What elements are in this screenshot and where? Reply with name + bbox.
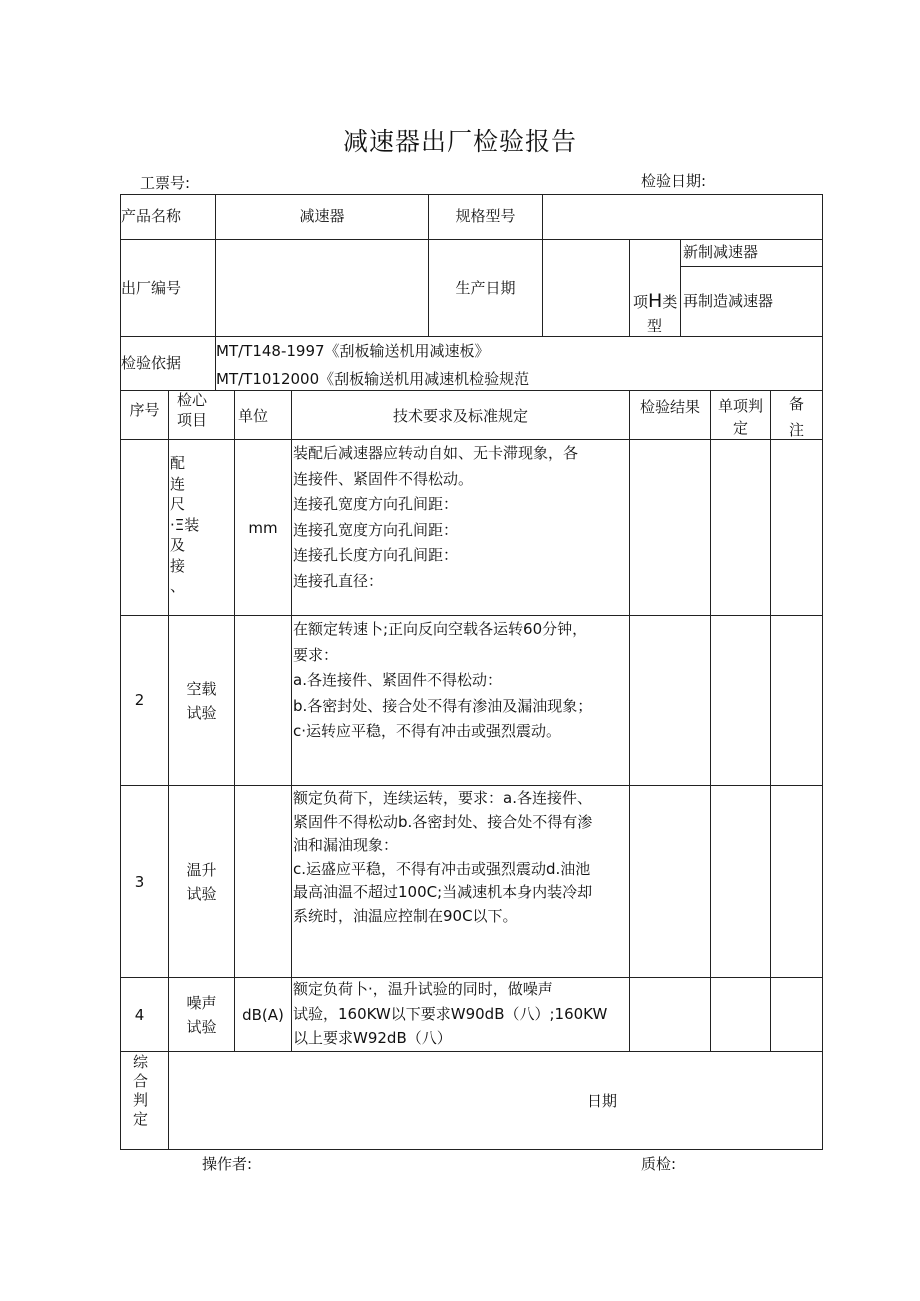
item-1-requirements: 装配后减速器应转动自如、无卡滞现象，各 连接件、紧固件不得松动。 连接孔宽度方向孔间距： 连接孔宽度方向孔间距： 连接孔长度方向孔间距： 连接孔直径： (293, 444, 579, 590)
production-date-label: 生产日期 (455, 279, 516, 297)
item-3-name-1: 温升 (186, 861, 217, 879)
ticket-number-label: 工票号: (140, 174, 191, 192)
quality-check-label: 质检: (641, 1155, 677, 1173)
type-remanufactured-reducer: 再制造减速器 (683, 292, 774, 310)
item-4-requirements: 额定负荷卜·，温升试验的同时，做噪声 试验，160KW以下要求W90dB（八）;160KW 以上要求W92dB（八） (293, 980, 608, 1047)
item-2-name-1: 空载 (186, 680, 217, 698)
col-requirements: 技术要求及标准规定 (392, 407, 528, 425)
basis-standard-2: MT/T1012000《刮板输送机用减速机检验规范 (216, 370, 530, 388)
item-2-name-2: 试验 (186, 704, 217, 722)
col-result: 检验结果 (639, 398, 700, 416)
item-4-name-1: 噪声 (186, 994, 217, 1012)
item-3-requirements: 额定负荷下，连续运转，要求：a.各连接件、 紧固件不得松动b.各密封处、接合处不得有渗 油和漏油现象： c.运盛应平稳，不得有冲击或强烈震动d.油池 最高油温不超过100C;当减速机本身内装冷却 系统时，油温应控制在90C以下。 (293, 789, 593, 925)
operator-label: 操作者: (202, 1155, 253, 1173)
serial-number-label: 出厂编号 (121, 279, 182, 297)
col-judge-2: 定 (732, 419, 748, 437)
page-title: 减速器出厂检验报告 (342, 127, 577, 156)
col-judge-1: 单项判 (717, 397, 763, 415)
item-4-unit: dB(A) (242, 1006, 284, 1024)
item-4-seq: 4 (134, 1006, 145, 1024)
basis-label: 检验依据 (121, 354, 182, 372)
type-label-2: 型 (647, 317, 663, 335)
item-1-name: 配 连 尺 ·Ξ装 及 接 、 (170, 454, 200, 595)
spec-model-label: 规格型号 (455, 207, 516, 225)
summary-date-label: 日期 (587, 1092, 618, 1110)
item-3-name-2: 试验 (186, 885, 217, 903)
col-item-1: 检心 (176, 391, 207, 409)
col-remark-2: 注 (788, 421, 804, 439)
product-name-label: 产品名称 (121, 207, 182, 225)
col-unit: 单位 (237, 407, 268, 425)
item-3-seq: 3 (134, 873, 145, 891)
type-new-reducer: 新制减速器 (683, 243, 759, 261)
item-1-unit: mm (248, 519, 278, 537)
item-2-requirements: 在额定转速卜;正向反向空载各运转60分钟， 要求： a.各连接件、紧固件不得松动： b.各密封处、接合处不得有渗油及漏油现象； c·运转应平稳，不得有冲击或强烈震动。 (293, 620, 593, 740)
inspection-date-label: 检验日期: (641, 172, 707, 190)
col-remark-1: 备 (788, 395, 804, 413)
item-4-name-2: 试验 (186, 1018, 217, 1036)
product-name-value: 减速器 (299, 207, 345, 225)
col-item-2: 项目 (176, 411, 207, 429)
col-seq: 序号 (129, 401, 160, 419)
type-label: 项H类 (633, 290, 678, 312)
item-2-seq: 2 (134, 691, 145, 709)
basis-standard-1: MT/T148-1997《刮板输送机用减速板》 (216, 342, 490, 360)
summary-label: 综 合 判 定 (133, 1053, 149, 1128)
